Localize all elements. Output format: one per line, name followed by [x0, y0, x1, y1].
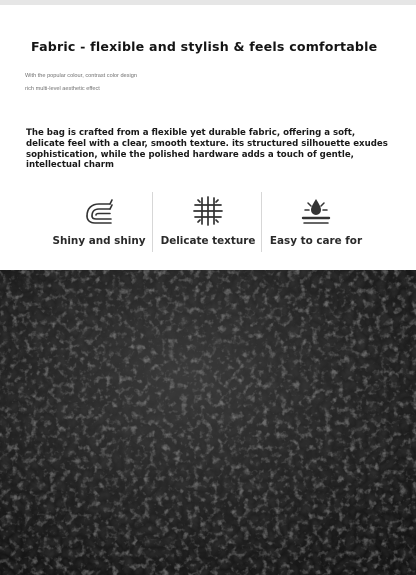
leather-texture-image	[0, 270, 416, 575]
feature-label-care: Easy to care for	[269, 235, 363, 247]
water-drop-icon	[299, 194, 333, 228]
folded-fabric-icon	[82, 194, 116, 228]
subtitle-line-1: With the popular colour, contrast color design	[25, 73, 137, 79]
description-paragraph: The bag is crafted from a flexible yet durable fabric, offering a soft, delicate feel with a clear, smooth texture. its structured silhouette exudes sophistication, while the polished hardware adds a touch of gentle, intellectual charm	[26, 128, 388, 171]
woven-grid-icon	[191, 194, 225, 228]
feature-row	[0, 190, 416, 255]
feature-label-texture: Delicate texture	[160, 235, 256, 247]
feature-shiny	[44, 190, 154, 255]
feature-texture	[153, 190, 263, 255]
page-title: Fabric - flexible and stylish & feels comfortable	[31, 39, 378, 54]
feature-label-shiny: Shiny and shiny	[52, 235, 146, 247]
feature-care	[261, 190, 371, 255]
subtitle-line-2: rich multi-level aesthetic effect	[25, 86, 100, 92]
top-bar	[0, 0, 416, 5]
